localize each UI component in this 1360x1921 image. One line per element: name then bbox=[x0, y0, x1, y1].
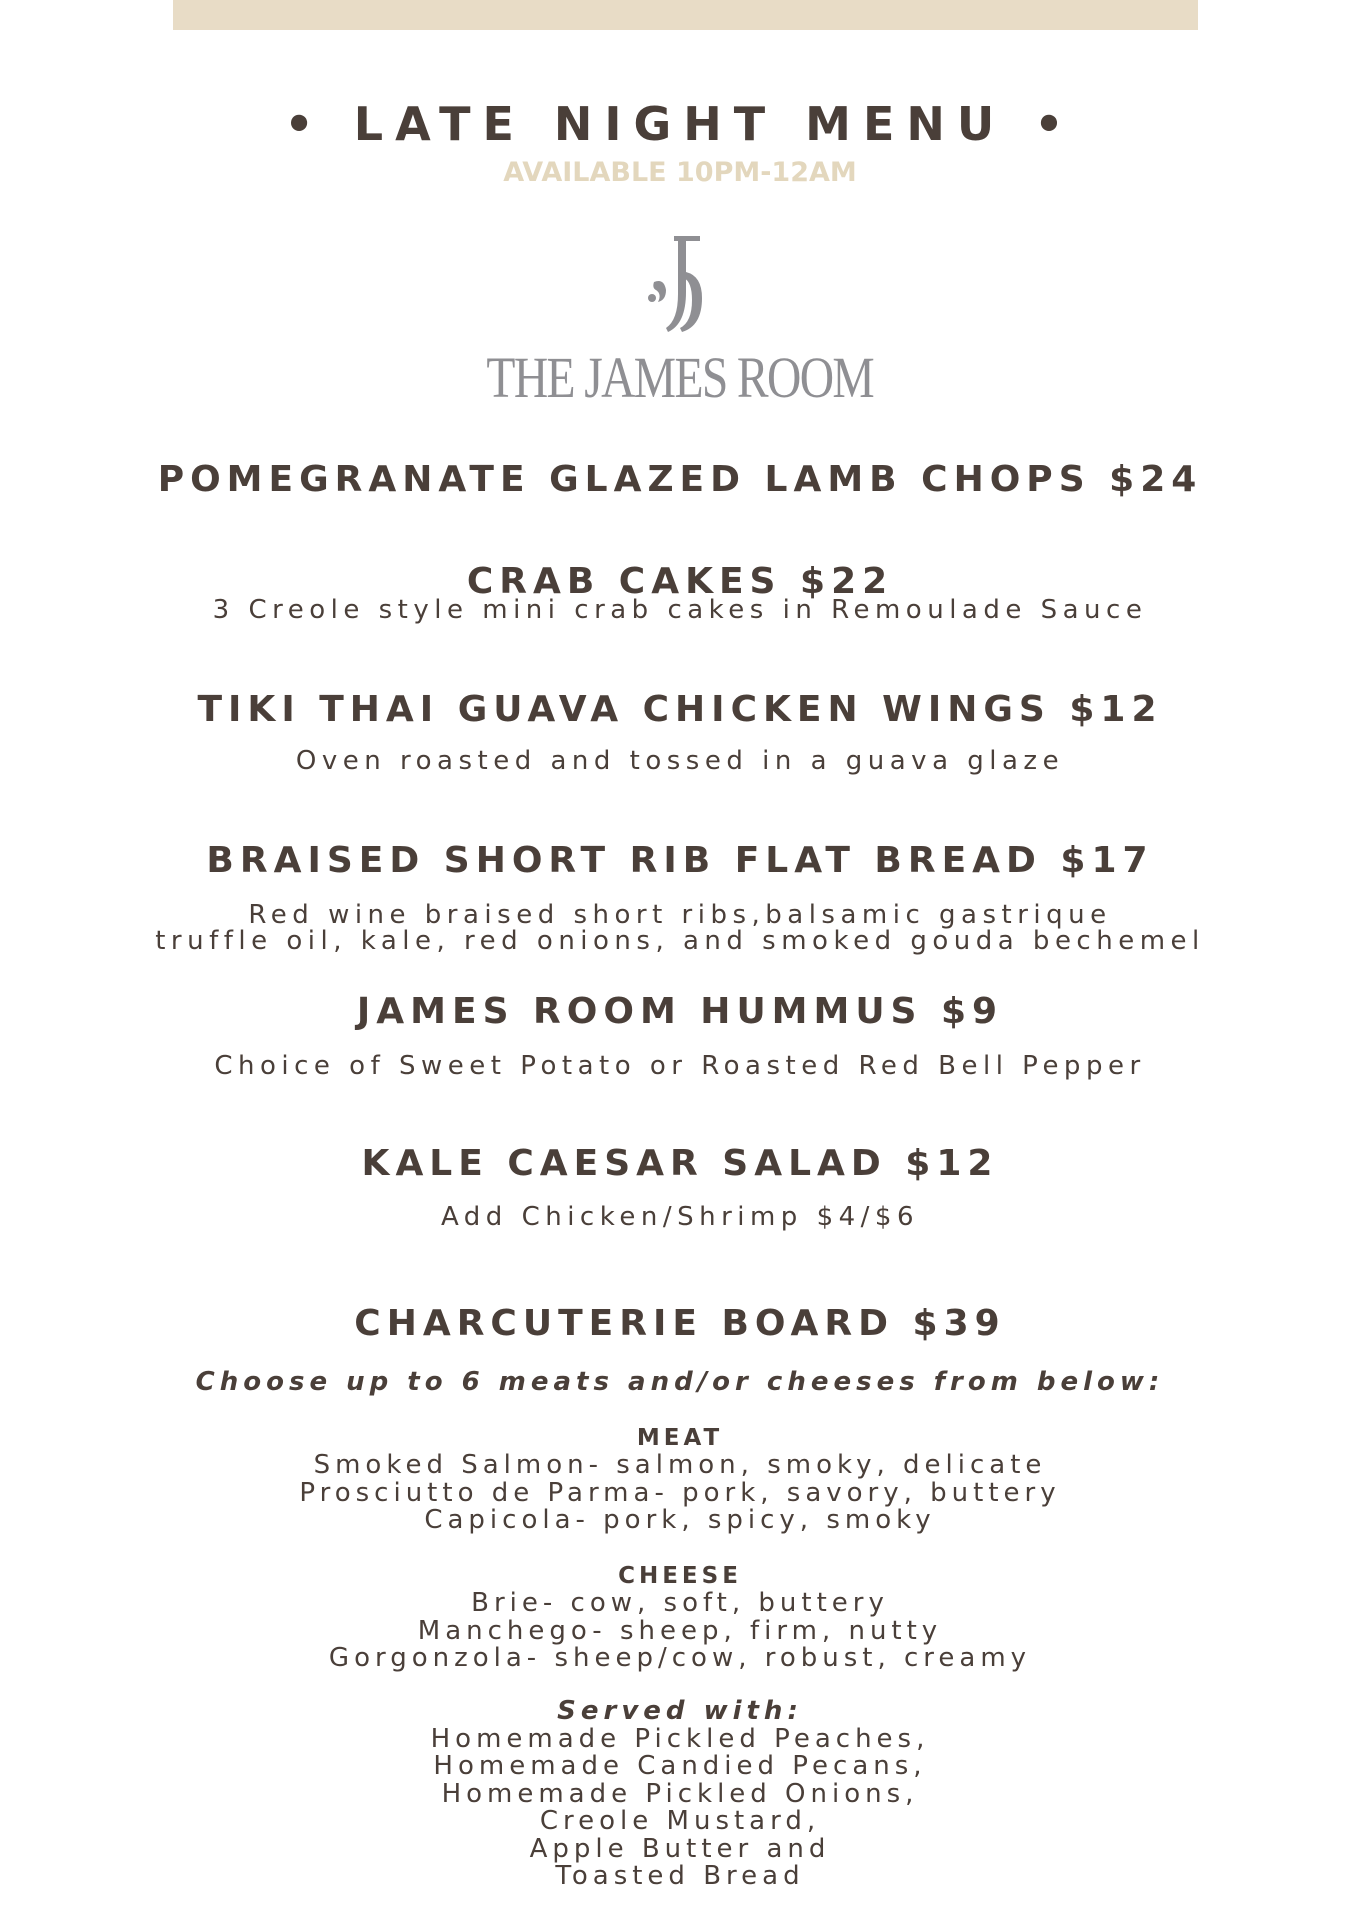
menu-item-description bbox=[0, 902, 1360, 954]
item-title: CHARCUTERIE BOARD $39 bbox=[354, 1303, 1006, 1344]
menu-item bbox=[0, 1142, 1360, 1186]
top-decorative-bar bbox=[173, 0, 1198, 30]
menu-item-description bbox=[0, 1053, 1360, 1079]
item-description: 3 Creole style mini crab cakes in Remoulade Sauce bbox=[212, 595, 1148, 625]
item-description: Oven roasted and tossed in a guava glaze bbox=[295, 746, 1065, 776]
item-description: Choice of Sweet Potato or Roasted Red Bell Pepper bbox=[214, 1051, 1146, 1081]
cheese-label: CHEESE bbox=[618, 1563, 742, 1589]
item-title: TIKI THAI GUAVA CHICKEN WINGS $12 bbox=[197, 689, 1163, 730]
meat-option: Smoked Salmon- salmon, smoky, delicate bbox=[313, 1450, 1047, 1480]
meat-section bbox=[0, 1425, 1360, 1535]
served-item: Creole Mustard, bbox=[539, 1806, 821, 1836]
availability-hours: AVAILABLE 10PM-12AM bbox=[503, 157, 857, 188]
menu-item bbox=[0, 688, 1360, 732]
item-title: KALE CAESAR SALAD $12 bbox=[361, 1143, 999, 1184]
menu-title: • LATE NIGHT MENU • bbox=[284, 97, 1076, 151]
logo-monogram-icon bbox=[640, 232, 720, 338]
served-item: Toasted Bread bbox=[555, 1861, 805, 1891]
menu-header bbox=[0, 96, 1360, 190]
item-title: JAMES ROOM HUMMUS $9 bbox=[356, 991, 1004, 1032]
charcuterie-instruction-text: Choose up to 6 meats and/or cheeses from below: bbox=[195, 1367, 1165, 1397]
menu-item bbox=[0, 1302, 1360, 1346]
item-title: BRAISED SHORT RIB FLAT BREAD $17 bbox=[206, 840, 1154, 881]
item-description: Add Chicken/Shrimp $4/$6 bbox=[440, 1202, 920, 1232]
meat-option: Capicola- pork, spicy, smoky bbox=[424, 1505, 936, 1535]
menu-item-description bbox=[0, 1204, 1360, 1230]
menu-item bbox=[0, 839, 1360, 883]
cheese-section bbox=[0, 1563, 1360, 1673]
item-title: POMEGRANATE GLAZED LAMB CHOPS $24 bbox=[157, 459, 1203, 500]
restaurant-logo bbox=[0, 232, 1360, 408]
charcuterie-instruction bbox=[0, 1366, 1360, 1398]
menu-item-description bbox=[0, 597, 1360, 623]
cheese-option: Manchego- sheep, firm, nutty bbox=[417, 1615, 943, 1646]
meat-option: Prosciutto de Parma- pork, savory, buttery bbox=[299, 1477, 1061, 1508]
served-with-section bbox=[0, 1698, 1360, 1891]
menu-item-description bbox=[0, 748, 1360, 774]
item-title: CRAB CAKES $22 bbox=[466, 561, 894, 602]
item-description: truffle oil, kale, red onions, and smoked gouda bechemel bbox=[155, 926, 1205, 956]
served-item: Homemade Pickled Peaches, bbox=[430, 1723, 930, 1754]
menu-item bbox=[0, 458, 1360, 502]
served-with-label: Served with: bbox=[557, 1696, 803, 1726]
meat-label: MEAT bbox=[636, 1425, 724, 1451]
menu-item bbox=[0, 990, 1360, 1034]
cheese-option: Brie- cow, soft, buttery bbox=[471, 1588, 889, 1618]
logo-wordmark: THE JAMES ROOM bbox=[486, 345, 874, 410]
served-item: Homemade Pickled Onions, bbox=[441, 1778, 919, 1809]
item-description: Red wine braised short ribs,balsamic gastrique bbox=[248, 900, 1112, 930]
served-item: Homemade Candied Pecans, bbox=[433, 1751, 927, 1781]
cheese-option: Gorgonzola- sheep/cow, robust, creamy bbox=[328, 1643, 1032, 1673]
served-item: Apple Butter and bbox=[529, 1833, 831, 1864]
